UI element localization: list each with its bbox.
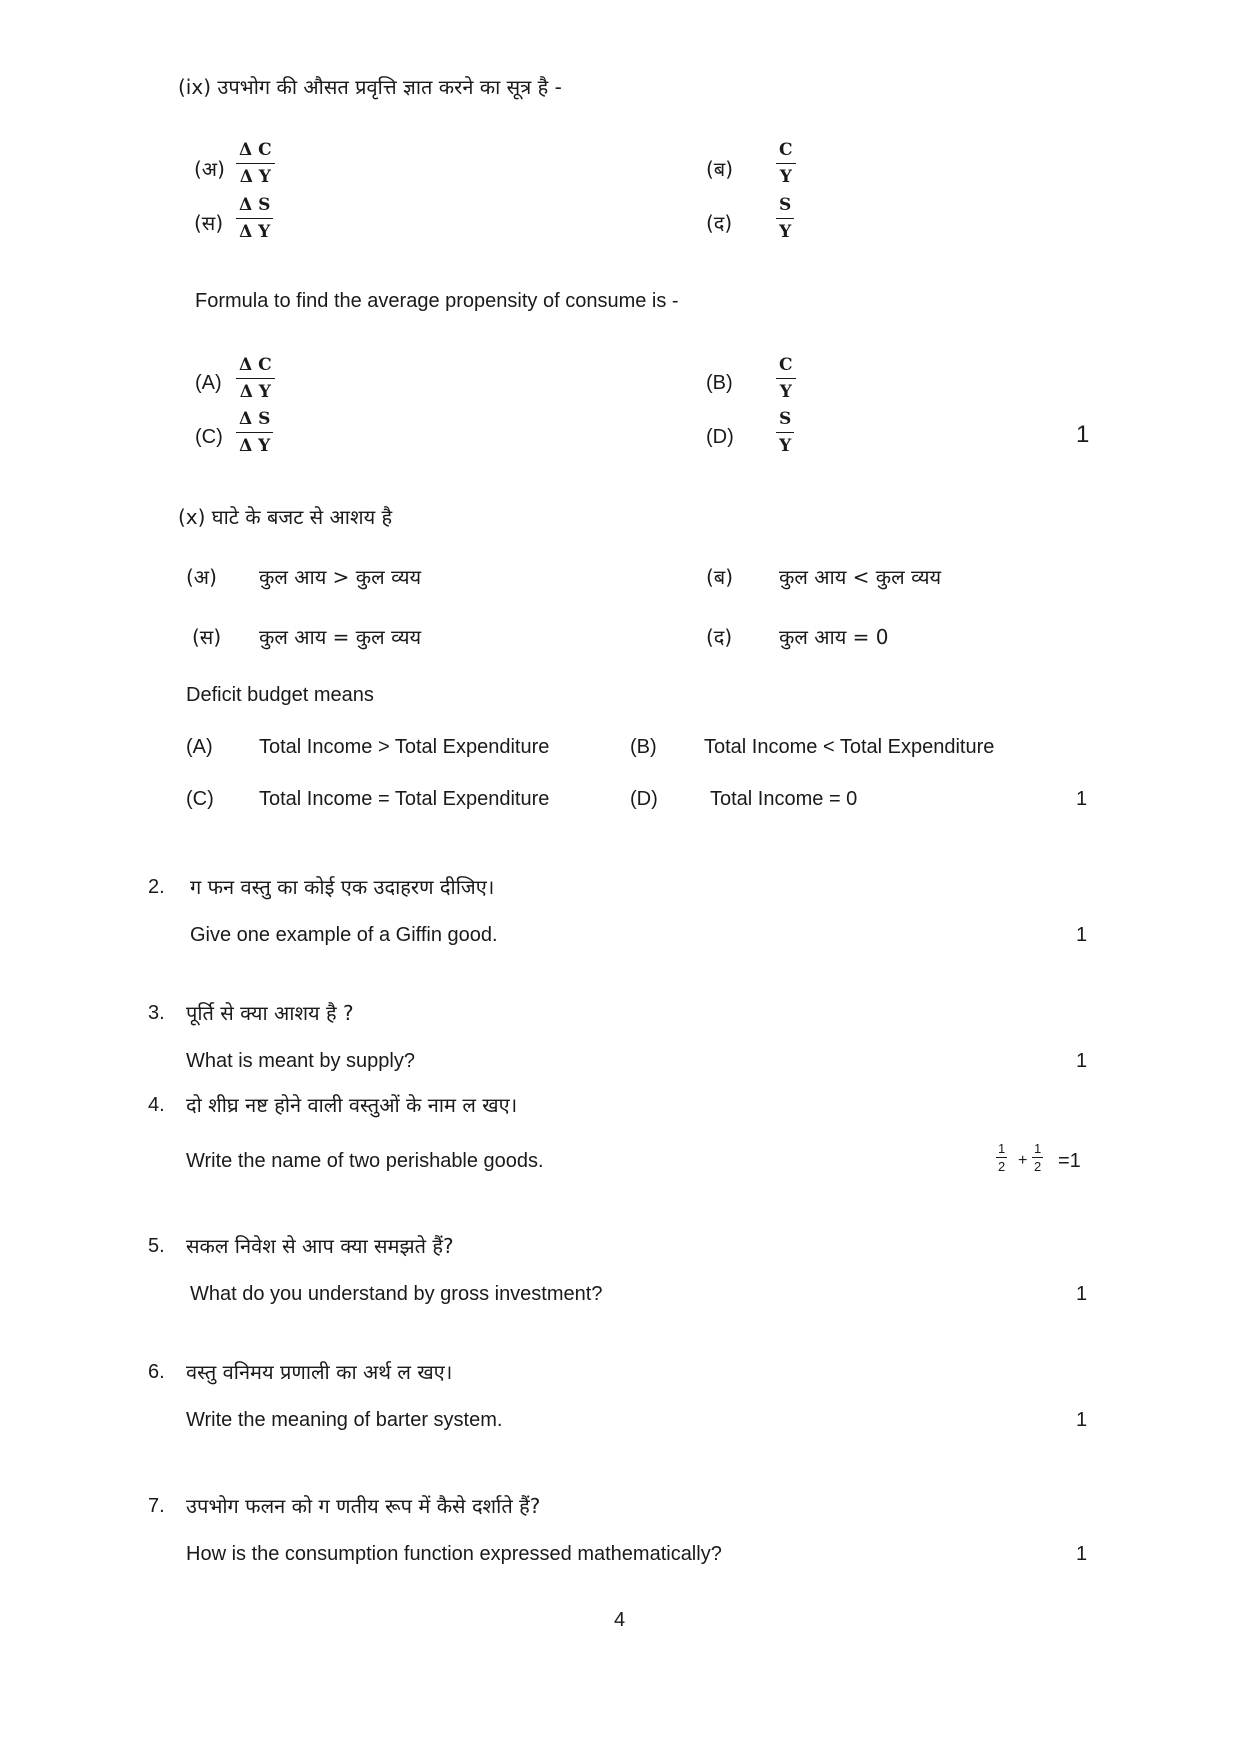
option-label-hindi-b: (ब) bbox=[706, 157, 734, 181]
question-text-hindi: ग फन वस्तु का कोई एक उदाहरण दीजिए। bbox=[190, 875, 495, 899]
question-text-english: Write the meaning of barter system. bbox=[186, 1409, 503, 1431]
question-marks: 1 bbox=[1076, 1050, 1088, 1072]
fraction-delta-s-over-delta-y bbox=[236, 409, 273, 456]
option-text-english-b: Total Income < Total Expenditure bbox=[704, 736, 995, 758]
option-label-english-a: (A) bbox=[186, 736, 213, 758]
fraction-denominator: Y bbox=[779, 222, 792, 242]
option-label-english-c: (C) bbox=[195, 426, 223, 448]
question-text-hindi: वस्तु वनिमय प्रणाली का अर्थ ल खए। bbox=[186, 1360, 453, 1384]
fraction-denominator: Y bbox=[779, 167, 792, 187]
question-ix-stem-english: Formula to find the average propensity of consume is - bbox=[195, 290, 679, 312]
option-label-english-d: (D) bbox=[630, 788, 658, 810]
option-text-english-a: Total Income > Total Expenditure bbox=[259, 736, 550, 758]
option-label-hindi-a: (अ) bbox=[186, 565, 217, 589]
option-label-hindi-a: (अ) bbox=[194, 157, 225, 181]
fraction-denominator: Δ Y bbox=[239, 222, 271, 242]
marks-plus-sign: + bbox=[1018, 1152, 1028, 1169]
option-label-hindi-b: (ब) bbox=[706, 565, 734, 589]
option-label-english-c: (C) bbox=[186, 788, 214, 810]
fraction-c-over-y bbox=[776, 355, 796, 402]
marks-total: =1 bbox=[1058, 1150, 1081, 1172]
question-number: 6. bbox=[148, 1361, 165, 1383]
fraction-numerator: S bbox=[776, 195, 794, 219]
question-text-hindi: दो शीघ्र नष्ट होने वाली वस्तुओं के नाम ल खए। bbox=[186, 1093, 518, 1117]
fraction-numerator: Δ C bbox=[236, 355, 275, 379]
question-number: 3. bbox=[148, 1002, 165, 1024]
option-label-hindi-c: (स) bbox=[194, 211, 224, 235]
question-text-hindi: सकल निवेश से आप क्या समझते हैं? bbox=[186, 1234, 454, 1258]
fraction-denominator: Δ Y bbox=[239, 436, 271, 456]
option-label-hindi-d: (द) bbox=[706, 211, 733, 235]
fraction-denominator: 2 bbox=[998, 1159, 1006, 1174]
fraction-numerator: Δ S bbox=[236, 409, 273, 433]
question-marks: 1 bbox=[1076, 1543, 1088, 1565]
question-text-english: Give one example of a Giffin good. bbox=[190, 924, 498, 946]
fraction-s-over-y bbox=[776, 409, 794, 456]
option-text-hindi-b: कुल आय < कुल व्यय bbox=[779, 565, 942, 589]
fraction-delta-c-over-delta-y bbox=[236, 140, 275, 187]
fraction-denominator: Δ Y bbox=[239, 382, 271, 402]
question-x-stem-english: Deficit budget means bbox=[186, 684, 374, 706]
question-text-hindi: पूर्ति से क्या आशय है ? bbox=[186, 1001, 354, 1025]
fraction-c-over-y bbox=[776, 140, 796, 187]
option-label-english-b: (B) bbox=[630, 736, 657, 758]
question-text-hindi: उपभोग फलन को ग णतीय रूप में कैसे दर्शाते हैं? bbox=[186, 1494, 541, 1518]
question-text-english: Write the name of two perishable goods. bbox=[186, 1150, 544, 1172]
marks-half-fraction bbox=[1032, 1141, 1043, 1174]
marks-x: 1 bbox=[1076, 788, 1088, 810]
fraction-numerator: Δ C bbox=[236, 140, 275, 164]
option-text-hindi-d: कुल आय = 0 bbox=[779, 625, 889, 649]
fraction-numerator: Δ S bbox=[236, 195, 273, 219]
fraction-numerator: C bbox=[776, 355, 796, 379]
question-number: 7. bbox=[148, 1495, 165, 1517]
option-text-english-d: Total Income = 0 bbox=[710, 788, 858, 810]
fraction-numerator: 1 bbox=[998, 1141, 1006, 1156]
fraction-delta-s-over-delta-y bbox=[236, 195, 273, 242]
page-number: 4 bbox=[614, 1609, 626, 1631]
option-text-hindi-c: कुल आय = कुल व्यय bbox=[259, 625, 422, 649]
fraction-denominator: 2 bbox=[1034, 1159, 1042, 1174]
option-text-hindi-a: कुल आय > कुल व्यय bbox=[259, 565, 422, 589]
question-number: 2. bbox=[148, 876, 165, 898]
question-ix-stem-hindi: (ix) उपभोग की औसत प्रवृत्ति ज्ञात करने का सूत्र है - bbox=[178, 75, 562, 99]
question-text-english: How is the consumption function expressed mathematically? bbox=[186, 1543, 722, 1565]
question-number: 4. bbox=[148, 1094, 165, 1116]
fraction-numerator: 1 bbox=[1034, 1141, 1042, 1156]
option-label-english-d: (D) bbox=[706, 426, 734, 448]
fraction-denominator: Y bbox=[779, 436, 792, 456]
question-text-english: What do you understand by gross investment? bbox=[190, 1283, 603, 1305]
fraction-numerator: C bbox=[776, 140, 796, 164]
fraction-delta-c-over-delta-y bbox=[236, 355, 275, 402]
fraction-s-over-y bbox=[776, 195, 794, 242]
option-text-english-c: Total Income = Total Expenditure bbox=[259, 788, 550, 810]
question-number: 5. bbox=[148, 1235, 165, 1257]
fraction-numerator: S bbox=[776, 409, 794, 433]
question-marks: 1 bbox=[1076, 1283, 1088, 1305]
marks-half-fraction bbox=[996, 1141, 1007, 1174]
question-text-english: What is meant by supply? bbox=[186, 1050, 415, 1072]
question-x-stem-hindi: (x) घाटे के बजट से आशय है bbox=[178, 505, 393, 529]
question-marks: 1 bbox=[1076, 1409, 1088, 1431]
fraction-denominator: Δ Y bbox=[239, 167, 271, 187]
fraction-denominator: Y bbox=[779, 382, 792, 402]
option-label-english-b: (B) bbox=[706, 372, 733, 394]
option-label-hindi-c: (स) bbox=[192, 625, 222, 649]
option-label-english-a: (A) bbox=[195, 372, 222, 394]
option-label-hindi-d: (द) bbox=[706, 625, 733, 649]
question-marks: 1 bbox=[1076, 924, 1088, 946]
marks-ix: 1 bbox=[1076, 421, 1090, 448]
